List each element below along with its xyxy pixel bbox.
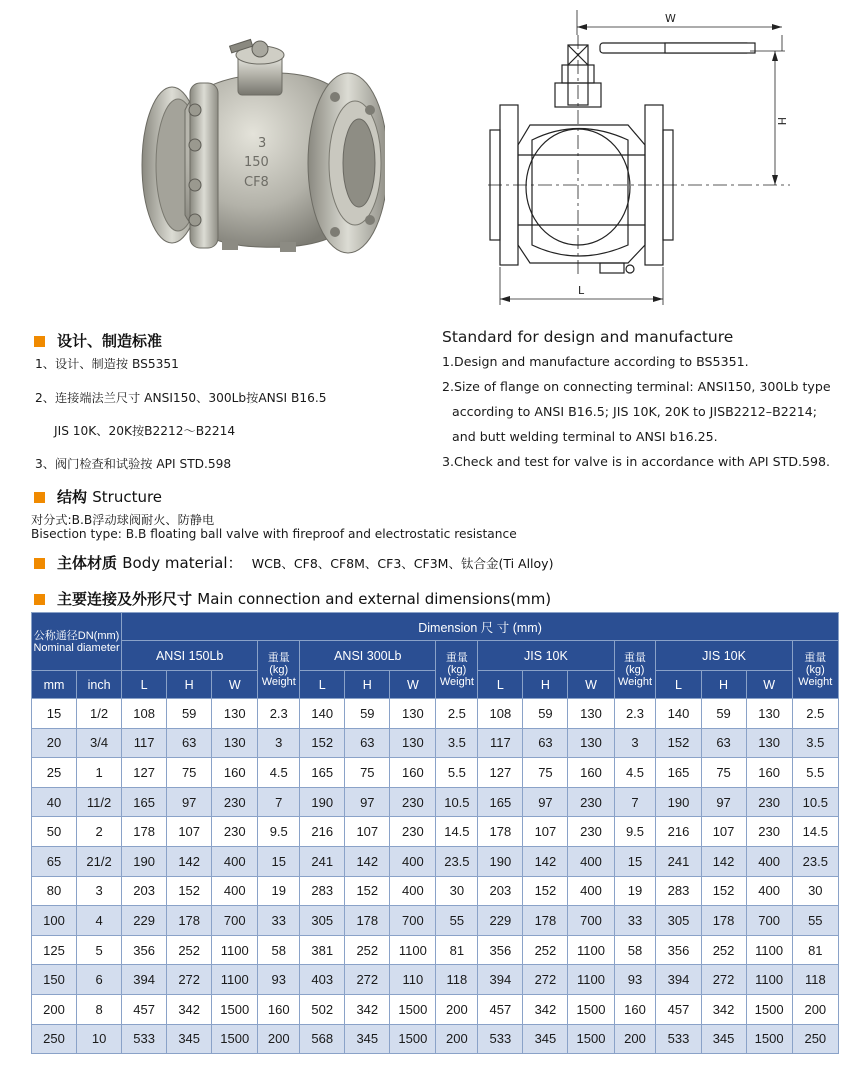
- weight-header: 重量 (kg) Weight: [258, 641, 300, 699]
- table-cell: 14.5: [436, 817, 478, 847]
- table-cell: 130: [212, 699, 258, 729]
- table-cell: 400: [212, 876, 258, 906]
- table-cell: 40: [32, 787, 77, 817]
- table-row: [32, 699, 839, 729]
- table-cell: 229: [122, 906, 167, 936]
- col-header-l: L: [478, 671, 523, 699]
- table-row: [32, 935, 839, 965]
- table-cell: 381: [300, 935, 345, 965]
- table-cell: 165: [122, 787, 167, 817]
- table-cell: 533: [478, 1024, 523, 1054]
- table-cell: 160: [568, 758, 614, 788]
- dimensions-title: 主要连接及外形尺寸 Main connection and external dimensions(mm): [34, 588, 551, 609]
- design-line-cn-2: 2、连接端法兰尺寸 ANSI150、300Lb按ANSI B16.5: [35, 391, 327, 405]
- table-cell: 65: [32, 846, 77, 876]
- table-cell: 356: [656, 935, 701, 965]
- design-line-en-4: and butt welding terminal to ANSI b16.25.: [452, 429, 718, 444]
- table-cell: 700: [212, 906, 258, 936]
- group-header-jis10k: JIS 10K: [478, 641, 614, 671]
- dimension-header: Dimension 尺 寸 (mm): [122, 613, 839, 641]
- table-row: [32, 876, 839, 906]
- table-cell: 190: [656, 787, 701, 817]
- table-cell: 4.5: [614, 758, 656, 788]
- col-header-h: H: [523, 671, 568, 699]
- table-cell: 23.5: [792, 846, 838, 876]
- table-cell: 107: [345, 817, 390, 847]
- table-cell: 140: [656, 699, 701, 729]
- table-cell: 178: [701, 906, 746, 936]
- col-header-h: H: [167, 671, 212, 699]
- table-cell: 93: [258, 965, 300, 995]
- table-cell: 200: [258, 1024, 300, 1054]
- table-cell: 81: [436, 935, 478, 965]
- material-title: 主体材质 Body material： WCB、CF8、CF8M、CF3、CF3M、钛合金(Ti Alloy): [34, 552, 553, 573]
- design-title-en: Standard for design and manufacture: [442, 328, 734, 346]
- table-cell: 152: [701, 876, 746, 906]
- col-header-w: W: [568, 671, 614, 699]
- table-cell: 178: [478, 817, 523, 847]
- table-cell: 130: [568, 728, 614, 758]
- table-cell: 10.5: [792, 787, 838, 817]
- table-cell: 160: [390, 758, 436, 788]
- table-cell: 160: [212, 758, 258, 788]
- table-cell: 252: [167, 935, 212, 965]
- table-cell: 230: [568, 787, 614, 817]
- table-cell: 178: [167, 906, 212, 936]
- table-row: [32, 994, 839, 1024]
- table-cell: 533: [122, 1024, 167, 1054]
- table-cell: 130: [568, 699, 614, 729]
- table-cell: 241: [656, 846, 701, 876]
- table-cell: 272: [701, 965, 746, 995]
- dim-label-l: L: [578, 284, 585, 297]
- table-cell: 200: [436, 1024, 478, 1054]
- table-cell: 3: [614, 728, 656, 758]
- table-cell: 127: [122, 758, 167, 788]
- col-header-w: W: [746, 671, 792, 699]
- col-header-inch: inch: [77, 671, 122, 699]
- table-cell: 8: [77, 994, 122, 1024]
- table-cell: 15: [32, 699, 77, 729]
- table-cell: 142: [523, 846, 568, 876]
- table-cell: 200: [32, 994, 77, 1024]
- table-cell: 59: [167, 699, 212, 729]
- table-cell: 1100: [746, 965, 792, 995]
- table-cell: 1: [77, 758, 122, 788]
- design-title-cn: 设计、制造标准: [34, 330, 162, 351]
- table-cell: 97: [701, 787, 746, 817]
- table-cell: 1/2: [77, 699, 122, 729]
- structure-title: 结构 Structure: [34, 486, 162, 507]
- design-line-en-2: 2.Size of flange on connecting terminal: ANSI150, 300Lb type: [442, 379, 831, 394]
- table-cell: 25: [32, 758, 77, 788]
- table-cell: 117: [478, 728, 523, 758]
- table-cell: 165: [300, 758, 345, 788]
- dimensions-table-body: [32, 699, 839, 1054]
- table-cell: 130: [390, 699, 436, 729]
- table-cell: 30: [436, 876, 478, 906]
- col-header-w: W: [390, 671, 436, 699]
- table-cell: 250: [32, 1024, 77, 1054]
- section-marker-icon: [34, 558, 45, 569]
- table-cell: 21/2: [77, 846, 122, 876]
- table-cell: 2.3: [258, 699, 300, 729]
- table-cell: 160: [746, 758, 792, 788]
- table-cell: 342: [523, 994, 568, 1024]
- table-cell: 345: [345, 1024, 390, 1054]
- table-cell: 7: [258, 787, 300, 817]
- table-row: [32, 787, 839, 817]
- table-cell: 272: [523, 965, 568, 995]
- table-cell: 160: [614, 994, 656, 1024]
- table-cell: 342: [345, 994, 390, 1024]
- table-cell: 63: [523, 728, 568, 758]
- cast-mark-size: 3: [258, 136, 267, 151]
- table-cell: 59: [523, 699, 568, 729]
- table-cell: 4: [77, 906, 122, 936]
- table-cell: 241: [300, 846, 345, 876]
- table-row: [32, 846, 839, 876]
- table-cell: 152: [167, 876, 212, 906]
- table-cell: 142: [345, 846, 390, 876]
- table-cell: 252: [523, 935, 568, 965]
- table-cell: 118: [436, 965, 478, 995]
- table-cell: 33: [258, 906, 300, 936]
- table-cell: 5.5: [792, 758, 838, 788]
- table-cell: 2.3: [614, 699, 656, 729]
- table-cell: 230: [212, 817, 258, 847]
- table-cell: 345: [167, 1024, 212, 1054]
- table-cell: 108: [478, 699, 523, 729]
- table-cell: 160: [258, 994, 300, 1024]
- table-cell: 200: [436, 994, 478, 1024]
- table-cell: 130: [746, 728, 792, 758]
- table-cell: 108: [122, 699, 167, 729]
- weight-header: 重量 (kg) Weight: [792, 641, 838, 699]
- table-cell: 356: [122, 935, 167, 965]
- table-cell: 400: [390, 876, 436, 906]
- table-cell: 4.5: [258, 758, 300, 788]
- table-cell: 700: [746, 906, 792, 936]
- table-cell: 75: [167, 758, 212, 788]
- table-cell: 6: [77, 965, 122, 995]
- table-cell: 23.5: [436, 846, 478, 876]
- table-cell: 252: [701, 935, 746, 965]
- table-cell: 152: [656, 728, 701, 758]
- table-row: [32, 906, 839, 936]
- table-cell: 457: [656, 994, 701, 1024]
- table-cell: 568: [300, 1024, 345, 1054]
- table-cell: 230: [212, 787, 258, 817]
- col-header-l: L: [122, 671, 167, 699]
- table-cell: 97: [345, 787, 390, 817]
- table-cell: 1500: [746, 994, 792, 1024]
- table-cell: 305: [656, 906, 701, 936]
- table-cell: 140: [300, 699, 345, 729]
- table-cell: 2.5: [792, 699, 838, 729]
- col-header-l: L: [656, 671, 701, 699]
- col-header-w: W: [212, 671, 258, 699]
- col-header-mm: mm: [32, 671, 77, 699]
- table-cell: 110: [390, 965, 436, 995]
- table-cell: 3: [77, 876, 122, 906]
- design-line-en-5: 3.Check and test for valve is in accordance with API STD.598.: [442, 454, 831, 469]
- nominal-diameter-header: 公称通径DN(mm) Nominal diameter: [32, 613, 122, 671]
- table-cell: 93: [614, 965, 656, 995]
- table-row: [32, 728, 839, 758]
- table-cell: 9.5: [258, 817, 300, 847]
- table-cell: 342: [167, 994, 212, 1024]
- table-cell: 130: [212, 728, 258, 758]
- design-line-cn-1: 1、设计、制造按 BS5351: [35, 357, 179, 371]
- table-cell: 1100: [212, 935, 258, 965]
- valve-section-drawing: [470, 5, 850, 315]
- table-cell: 3.5: [436, 728, 478, 758]
- cast-mark-class: 150: [244, 155, 269, 170]
- table-cell: 20: [32, 728, 77, 758]
- table-cell: 400: [212, 846, 258, 876]
- table-cell: 403: [300, 965, 345, 995]
- table-cell: 165: [656, 758, 701, 788]
- table-cell: 283: [656, 876, 701, 906]
- table-cell: 19: [258, 876, 300, 906]
- col-header-l: L: [300, 671, 345, 699]
- dimensions-table: [31, 612, 839, 1054]
- table-cell: 10.5: [436, 787, 478, 817]
- table-cell: 33: [614, 906, 656, 936]
- group-header-ansi150: ANSI 150Lb: [122, 641, 258, 671]
- table-cell: 165: [478, 787, 523, 817]
- table-cell: 10: [77, 1024, 122, 1054]
- table-cell: 1100: [568, 935, 614, 965]
- table-cell: 1500: [390, 1024, 436, 1054]
- table-cell: 252: [345, 935, 390, 965]
- col-header-h: H: [345, 671, 390, 699]
- table-cell: 50: [32, 817, 77, 847]
- table-cell: 130: [390, 728, 436, 758]
- table-cell: 230: [746, 817, 792, 847]
- table-cell: 457: [478, 994, 523, 1024]
- table-cell: 178: [345, 906, 390, 936]
- table-cell: 1500: [212, 994, 258, 1024]
- table-cell: 394: [656, 965, 701, 995]
- table-cell: 230: [390, 817, 436, 847]
- table-cell: 394: [478, 965, 523, 995]
- table-cell: 1100: [390, 935, 436, 965]
- table-cell: 305: [300, 906, 345, 936]
- table-cell: 80: [32, 876, 77, 906]
- table-cell: 30: [792, 876, 838, 906]
- table-cell: 230: [390, 787, 436, 817]
- table-cell: 394: [122, 965, 167, 995]
- table-cell: 3/4: [77, 728, 122, 758]
- table-cell: 1500: [390, 994, 436, 1024]
- table-row: [32, 1024, 839, 1054]
- valve-photo: [130, 35, 385, 260]
- table-cell: 502: [300, 994, 345, 1024]
- table-cell: 75: [345, 758, 390, 788]
- table-cell: 59: [701, 699, 746, 729]
- table-cell: 107: [523, 817, 568, 847]
- table-cell: 63: [701, 728, 746, 758]
- table-cell: 533: [656, 1024, 701, 1054]
- table-cell: 142: [701, 846, 746, 876]
- group-header-jis10k-2: JIS 10K: [656, 641, 792, 671]
- design-line-en-1: 1.Design and manufacture according to BS5351.: [442, 354, 749, 369]
- table-cell: 272: [345, 965, 390, 995]
- section-marker-icon: [34, 594, 45, 605]
- table-cell: 107: [701, 817, 746, 847]
- table-cell: 178: [122, 817, 167, 847]
- table-cell: 190: [300, 787, 345, 817]
- table-cell: 55: [792, 906, 838, 936]
- table-cell: 190: [122, 846, 167, 876]
- table-cell: 1100: [746, 935, 792, 965]
- table-cell: 118: [792, 965, 838, 995]
- table-cell: 200: [792, 994, 838, 1024]
- table-cell: 15: [258, 846, 300, 876]
- table-cell: 19: [614, 876, 656, 906]
- weight-header: 重量 (kg) Weight: [436, 641, 478, 699]
- table-cell: 63: [167, 728, 212, 758]
- table-cell: 152: [345, 876, 390, 906]
- table-cell: 127: [478, 758, 523, 788]
- weight-header: 重量 (kg) Weight: [614, 641, 656, 699]
- table-cell: 5.5: [436, 758, 478, 788]
- material-values: WCB、CF8、CF8M、CF3、CF3M、钛合金(Ti Alloy): [251, 556, 554, 571]
- table-cell: 7: [614, 787, 656, 817]
- table-cell: 250: [792, 1024, 838, 1054]
- table-cell: 345: [701, 1024, 746, 1054]
- table-cell: 400: [746, 876, 792, 906]
- table-cell: 63: [345, 728, 390, 758]
- table-cell: 230: [568, 817, 614, 847]
- table-cell: 150: [32, 965, 77, 995]
- table-cell: 2: [77, 817, 122, 847]
- dim-label-w: W: [665, 12, 676, 25]
- table-cell: 400: [568, 876, 614, 906]
- structure-line-en: Bisection type: B.B floating ball valve with fireproof and electrostatic resistance: [31, 527, 517, 541]
- table-cell: 75: [523, 758, 568, 788]
- table-cell: 178: [523, 906, 568, 936]
- table-cell: 216: [300, 817, 345, 847]
- table-cell: 400: [568, 846, 614, 876]
- table-cell: 117: [122, 728, 167, 758]
- table-row: [32, 758, 839, 788]
- table-cell: 700: [568, 906, 614, 936]
- table-cell: 125: [32, 935, 77, 965]
- table-cell: 342: [701, 994, 746, 1024]
- table-cell: 200: [614, 1024, 656, 1054]
- design-line-cn-4: 3、阀门检查和试验按 API STD.598: [35, 457, 232, 471]
- table-cell: 2.5: [436, 699, 478, 729]
- table-cell: 1100: [212, 965, 258, 995]
- group-header-ansi300: ANSI 300Lb: [300, 641, 436, 671]
- table-cell: 5: [77, 935, 122, 965]
- section-marker-icon: [34, 492, 45, 503]
- design-line-cn-3: JIS 10K、20K按B2212～B2214: [54, 424, 236, 438]
- table-cell: 59: [345, 699, 390, 729]
- table-cell: 130: [746, 699, 792, 729]
- table-cell: 75: [701, 758, 746, 788]
- table-cell: 15: [614, 846, 656, 876]
- table-cell: 107: [167, 817, 212, 847]
- table-cell: 11/2: [77, 787, 122, 817]
- table-cell: 283: [300, 876, 345, 906]
- table-cell: 203: [478, 876, 523, 906]
- table-cell: 272: [167, 965, 212, 995]
- table-cell: 1500: [568, 994, 614, 1024]
- table-cell: 457: [122, 994, 167, 1024]
- table-cell: 230: [746, 787, 792, 817]
- table-cell: 1500: [212, 1024, 258, 1054]
- table-cell: 190: [478, 846, 523, 876]
- table-cell: 100: [32, 906, 77, 936]
- cast-mark-material: CF8: [244, 175, 269, 190]
- table-cell: 81: [792, 935, 838, 965]
- table-cell: 9.5: [614, 817, 656, 847]
- table-cell: 142: [167, 846, 212, 876]
- table-cell: 1500: [568, 1024, 614, 1054]
- col-header-h: H: [701, 671, 746, 699]
- table-cell: 203: [122, 876, 167, 906]
- table-cell: 345: [523, 1024, 568, 1054]
- design-line-en-3: according to ANSI B16.5; JIS 10K, 20K to JISB2212–B2214;: [452, 404, 818, 419]
- table-cell: 400: [390, 846, 436, 876]
- table-cell: 229: [478, 906, 523, 936]
- table-cell: 14.5: [792, 817, 838, 847]
- table-row: [32, 817, 839, 847]
- table-cell: 356: [478, 935, 523, 965]
- table-cell: 97: [523, 787, 568, 817]
- table-cell: 1500: [746, 1024, 792, 1054]
- table-cell: 152: [300, 728, 345, 758]
- table-cell: 58: [258, 935, 300, 965]
- table-row: [32, 965, 839, 995]
- table-cell: 55: [436, 906, 478, 936]
- table-cell: 400: [746, 846, 792, 876]
- table-cell: 700: [390, 906, 436, 936]
- table-cell: 3: [258, 728, 300, 758]
- table-cell: 152: [523, 876, 568, 906]
- table-cell: 1100: [568, 965, 614, 995]
- table-cell: 58: [614, 935, 656, 965]
- section-marker-icon: [34, 336, 45, 347]
- table-cell: 216: [656, 817, 701, 847]
- structure-line-cn: 对分式:B.B浮动球阀耐火、防静电: [31, 513, 215, 527]
- table-cell: 3.5: [792, 728, 838, 758]
- table-cell: 97: [167, 787, 212, 817]
- dim-label-h: H: [775, 117, 788, 126]
